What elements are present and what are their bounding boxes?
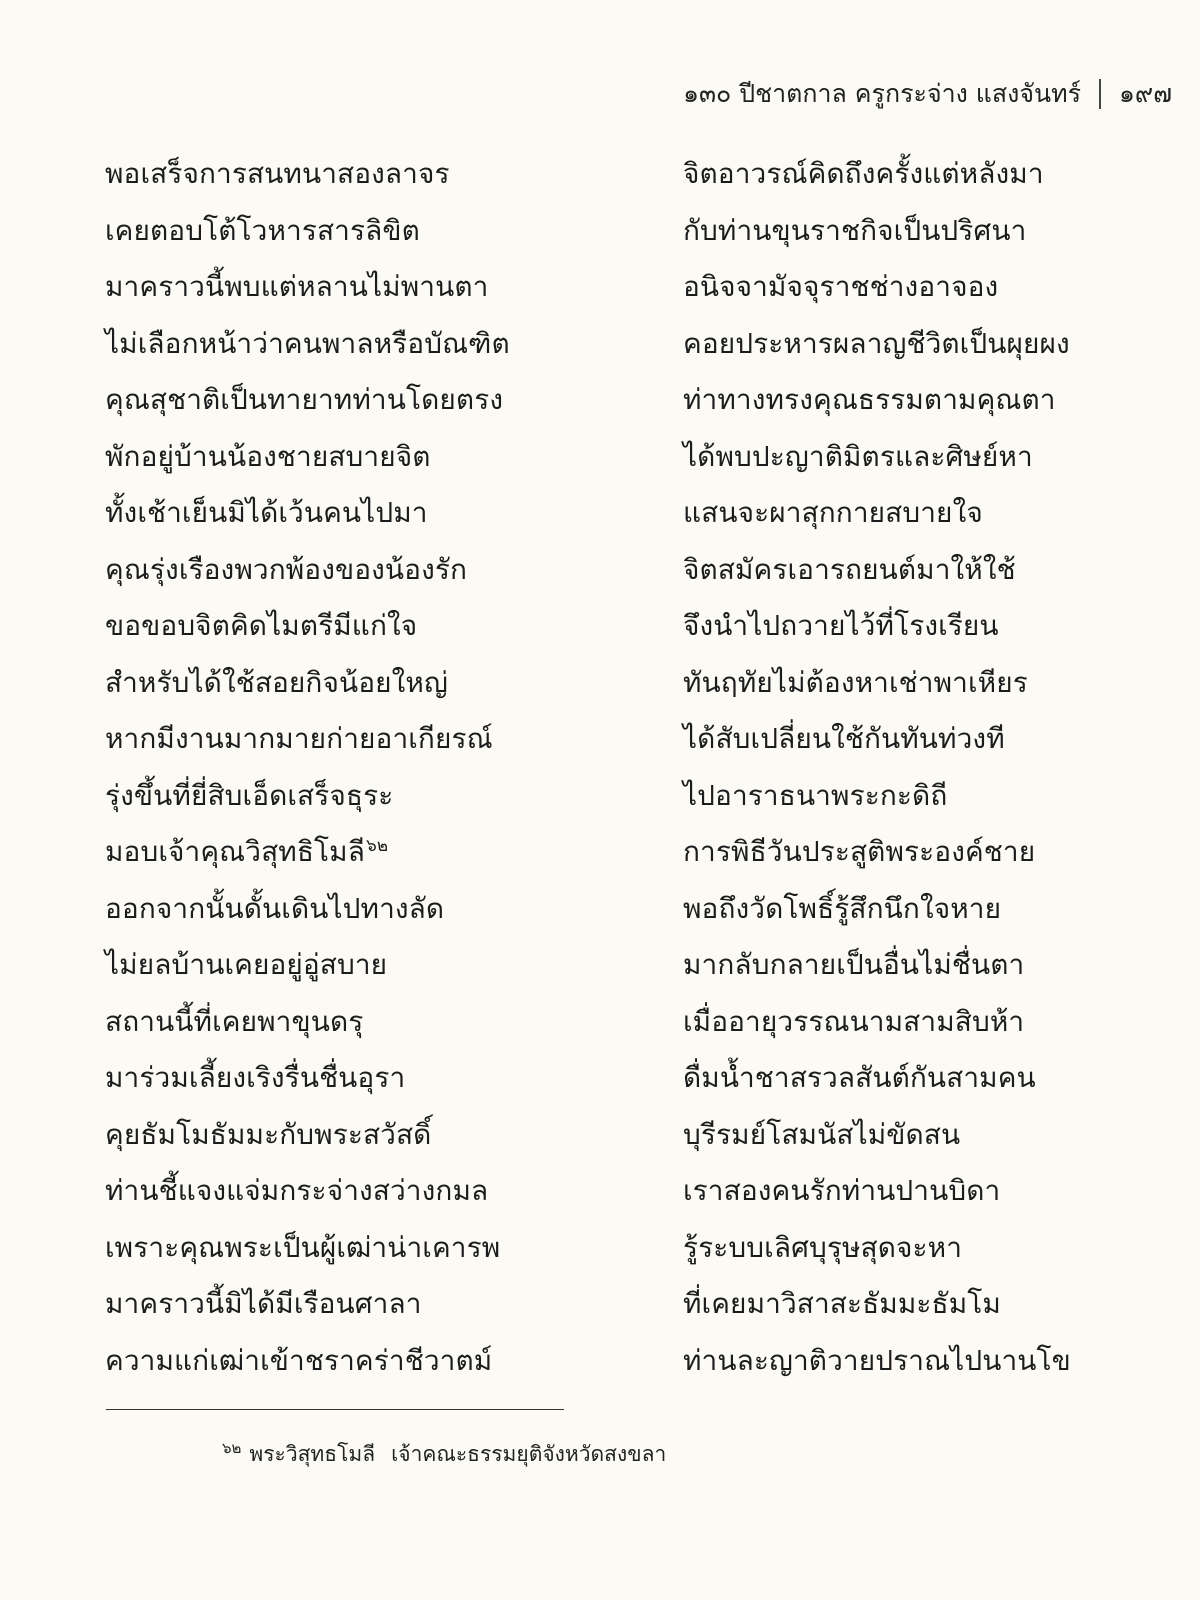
poem-line: ทันฤทัยไม่ต้องหาเช่าพาเหียร — [683, 665, 1028, 699]
poem-line: มาร่วมเลี้ยงเริงรื่นชื่นอุรา — [105, 1061, 406, 1094]
poem-line: สถานนี้ที่เคยพาขุนดรุ — [105, 1004, 364, 1038]
poem-line: มาคราวนี้มิได้มีเรือนศาลา — [105, 1287, 422, 1320]
poem-line: จิตสมัครเอารถยนต์มาให้ใช้ — [683, 552, 1016, 586]
poem-line: ท่านชี้แจงแจ่มกระจ่างสว่างกมล — [105, 1174, 489, 1207]
poem-line: บุรีรมย์โสมนัสไม่ขัดสน — [683, 1117, 961, 1151]
poem-line: พอเสร็จการสนทนาสองลาจร — [105, 157, 450, 190]
poem-line: คุยธัมโมธัมมะกับพระสวัสดิ์ — [105, 1117, 432, 1151]
poem-line: เราสองคนรักท่านปานบิดา — [683, 1174, 1001, 1207]
poem-line: คุณสุชาติเป็นทายาทท่านโดยตรง — [105, 383, 504, 416]
poem-line: คอยประหารผลาญชีวิตเป็นผุยผง — [683, 326, 1070, 360]
footnote-name: พระวิสุทธโมลี — [249, 1442, 376, 1466]
running-header — [683, 74, 1172, 114]
poem-line: พอถึงวัดโพธิ์รู้สึกนึกใจหาย — [683, 891, 1002, 925]
poem-line-text: มอบเจ้าคุณวิสุทธิโมลี — [105, 835, 365, 868]
footnote — [222, 1438, 666, 1471]
header-title: ๑๓๐ ปีชาตกาล ครูกระจ่าง แสงจันทร์ — [683, 79, 1082, 108]
poem-line-with-footnote — [105, 824, 645, 881]
poem-column-right — [683, 146, 1200, 1389]
poem-line: ความแก่เฒ่าเข้าชราคร่าชีวาตม์ — [105, 1343, 493, 1377]
poem-line: ที่เคยมาวิสาสะธัมมะธัมโม — [683, 1287, 1001, 1320]
poem-line: ขอขอบจิตคิดไมตรีมีแก่ใจ — [105, 609, 418, 642]
poem-line: หากมีงานมากมายก่ายอาเกียรณ์ — [105, 722, 493, 755]
poem-line: ดื่มน้ำชาสรวลสันต์กันสามคน — [683, 1061, 1036, 1094]
poem-line: รู้ระบบเลิศบุรุษสุดจะหา — [683, 1230, 963, 1264]
poem-line: รุ่งขึ้นที่ยี่สิบเอ็ดเสร็จธุระ — [105, 778, 394, 812]
poem-line: พักอยู่บ้านน้องชายสบายจิต — [105, 439, 431, 473]
poem-line: จิตอาวรณ์คิดถึงครั้งแต่หลังมา — [683, 157, 1044, 190]
poem-line: การพิธีวันประสูติพระองค์ชาย — [683, 835, 1036, 868]
footnote-separator — [106, 1409, 564, 1410]
poem-line: อนิจจามัจจุราชช่างอาจอง — [683, 270, 999, 303]
poem-line: ไปอาราธนาพระกะดิถี — [683, 778, 948, 812]
poem-line: คุณรุ่งเรืองพวกพ้องของน้องรัก — [105, 552, 468, 586]
poem-line: ไม่เลือกหน้าว่าคนพาลหรือบัณฑิต — [105, 326, 510, 360]
poem-line: ทั้งเช้าเย็นมิได้เว้นคนไปมา — [105, 496, 428, 529]
poem-line: ท่าทางทรงคุณธรรมตามคุณตา — [683, 383, 1056, 416]
poem-line: สำหรับได้ใช้สอยกิจน้อยใหญ่ — [105, 665, 448, 699]
poem-line: ท่านละญาติวายปราณไปนานโข — [683, 1343, 1071, 1377]
footnote-reference: ๖๒ — [365, 835, 389, 856]
poem-line: แสนจะผาสุกกายสบายใจ — [683, 496, 983, 529]
poem-line: เพราะคุณพระเป็นผู้เฒ่าน่าเคารพ — [105, 1230, 501, 1264]
poem-line: เมื่ออายุวรรณนามสามสิบห้า — [683, 1004, 1025, 1038]
poem-line: จึงนำไปถวายไว้ที่โรงเรียน — [683, 609, 999, 642]
footnote-number: ๖๒ — [222, 1439, 242, 1457]
poem-line: เคยตอบโต้โวหารสารลิขิต — [105, 213, 420, 247]
poem-line: มากลับกลายเป็นอื่นไม่ชื่นตา — [683, 948, 1025, 981]
poem-column-left — [105, 146, 645, 1389]
poem-line: ออกจากนั้นดั้นเดินไปทางลัด — [105, 891, 445, 925]
poem-line: ไม่ยลบ้านเคยอยู่อู่สบาย — [105, 948, 388, 981]
poem-line: ได้สับเปลี่ยนใช้กันทันท่วงที — [683, 722, 1005, 755]
header-divider — [1099, 79, 1101, 109]
footnote-text: เจ้าคณะธรรมยุติจังหวัดสงขลา — [391, 1442, 667, 1466]
poem-line: กับท่านขุนราชกิจเป็นปริศนา — [683, 213, 1027, 247]
poem-line: ได้พบปะญาติมิตรและศิษย์หา — [683, 439, 1033, 473]
poem-line: มาคราวนี้พบแต่หลานไม่พานตา — [105, 270, 489, 303]
page-number: ๑๙๗ — [1119, 79, 1172, 108]
